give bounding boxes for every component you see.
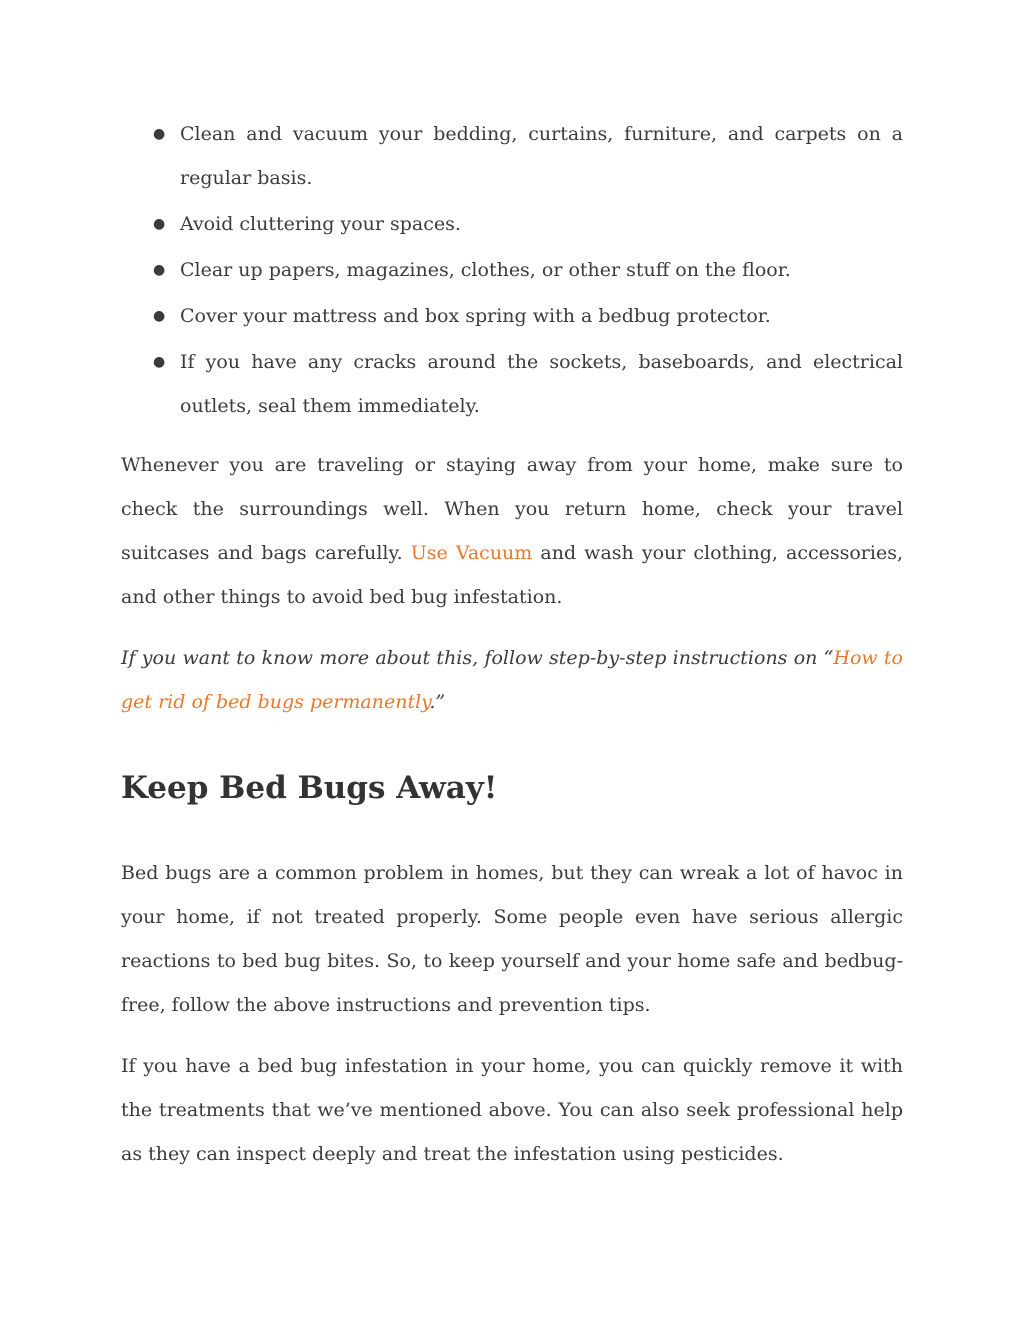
list-item <box>121 340 903 428</box>
bullet-icon: ● <box>153 262 166 278</box>
use-vacuum-link[interactable]: Use Vacuum <box>410 542 533 564</box>
treatment-paragraph: If you have a bed bug infestation in your home, you can quickly remove it with the treatments that we’ve mentioned above. You can also seek professional help as they can inspect deeply and treat the infestation using pesticides. <box>121 1055 903 1165</box>
prevention-tips-list <box>121 112 903 430</box>
how-to-get-rid-link[interactable]: How to get rid of bed bugs permanently <box>121 647 903 713</box>
list-item-text: Cover your mattress and box spring with a bedbug protector. <box>180 305 771 327</box>
travel-paragraph-text-after: and wash your clothing, accessories, and other things to avoid bed bug infestation. <box>121 542 903 608</box>
list-item-text: If you have any cracks around the sockets, baseboards, and electrical outlets, seal them immediately. <box>180 351 903 417</box>
bullet-icon: ● <box>153 126 166 142</box>
more-info-text-before: If you want to know more about this, follow step-by-step instructions on “ <box>121 647 834 669</box>
list-item <box>121 202 903 246</box>
more-info-text-after: .” <box>429 691 446 713</box>
section-heading: Keep Bed Bugs Away! <box>121 770 498 806</box>
list-item <box>121 294 903 338</box>
bullet-icon: ● <box>153 308 166 324</box>
bullet-icon: ● <box>153 354 166 370</box>
travel-paragraph <box>121 443 903 619</box>
list-item <box>121 112 903 200</box>
list-item-text: Clear up papers, magazines, clothes, or other stuff on the floor. <box>180 259 791 281</box>
summary-paragraph: Bed bugs are a common problem in homes, but they can wreak a lot of havoc in your home, if not treated properly. Some people even have serious allergic reactions to bed bug bites. So, to keep yourself and your home safe and bedbug-free, follow the above instructions and prevention tips. <box>121 862 903 1016</box>
list-item-text: Avoid cluttering your spaces. <box>180 213 461 235</box>
list-item <box>121 248 903 292</box>
more-info-paragraph <box>121 636 903 724</box>
bullet-icon: ● <box>153 216 166 232</box>
list-item-text: Clean and vacuum your bedding, curtains, furniture, and carpets on a regular basis. <box>180 123 903 189</box>
travel-paragraph-text-before: Whenever you are traveling or staying away from your home, make sure to check the surroundings well. When you return home, check your travel suitcases and bags carefully. <box>121 454 903 564</box>
